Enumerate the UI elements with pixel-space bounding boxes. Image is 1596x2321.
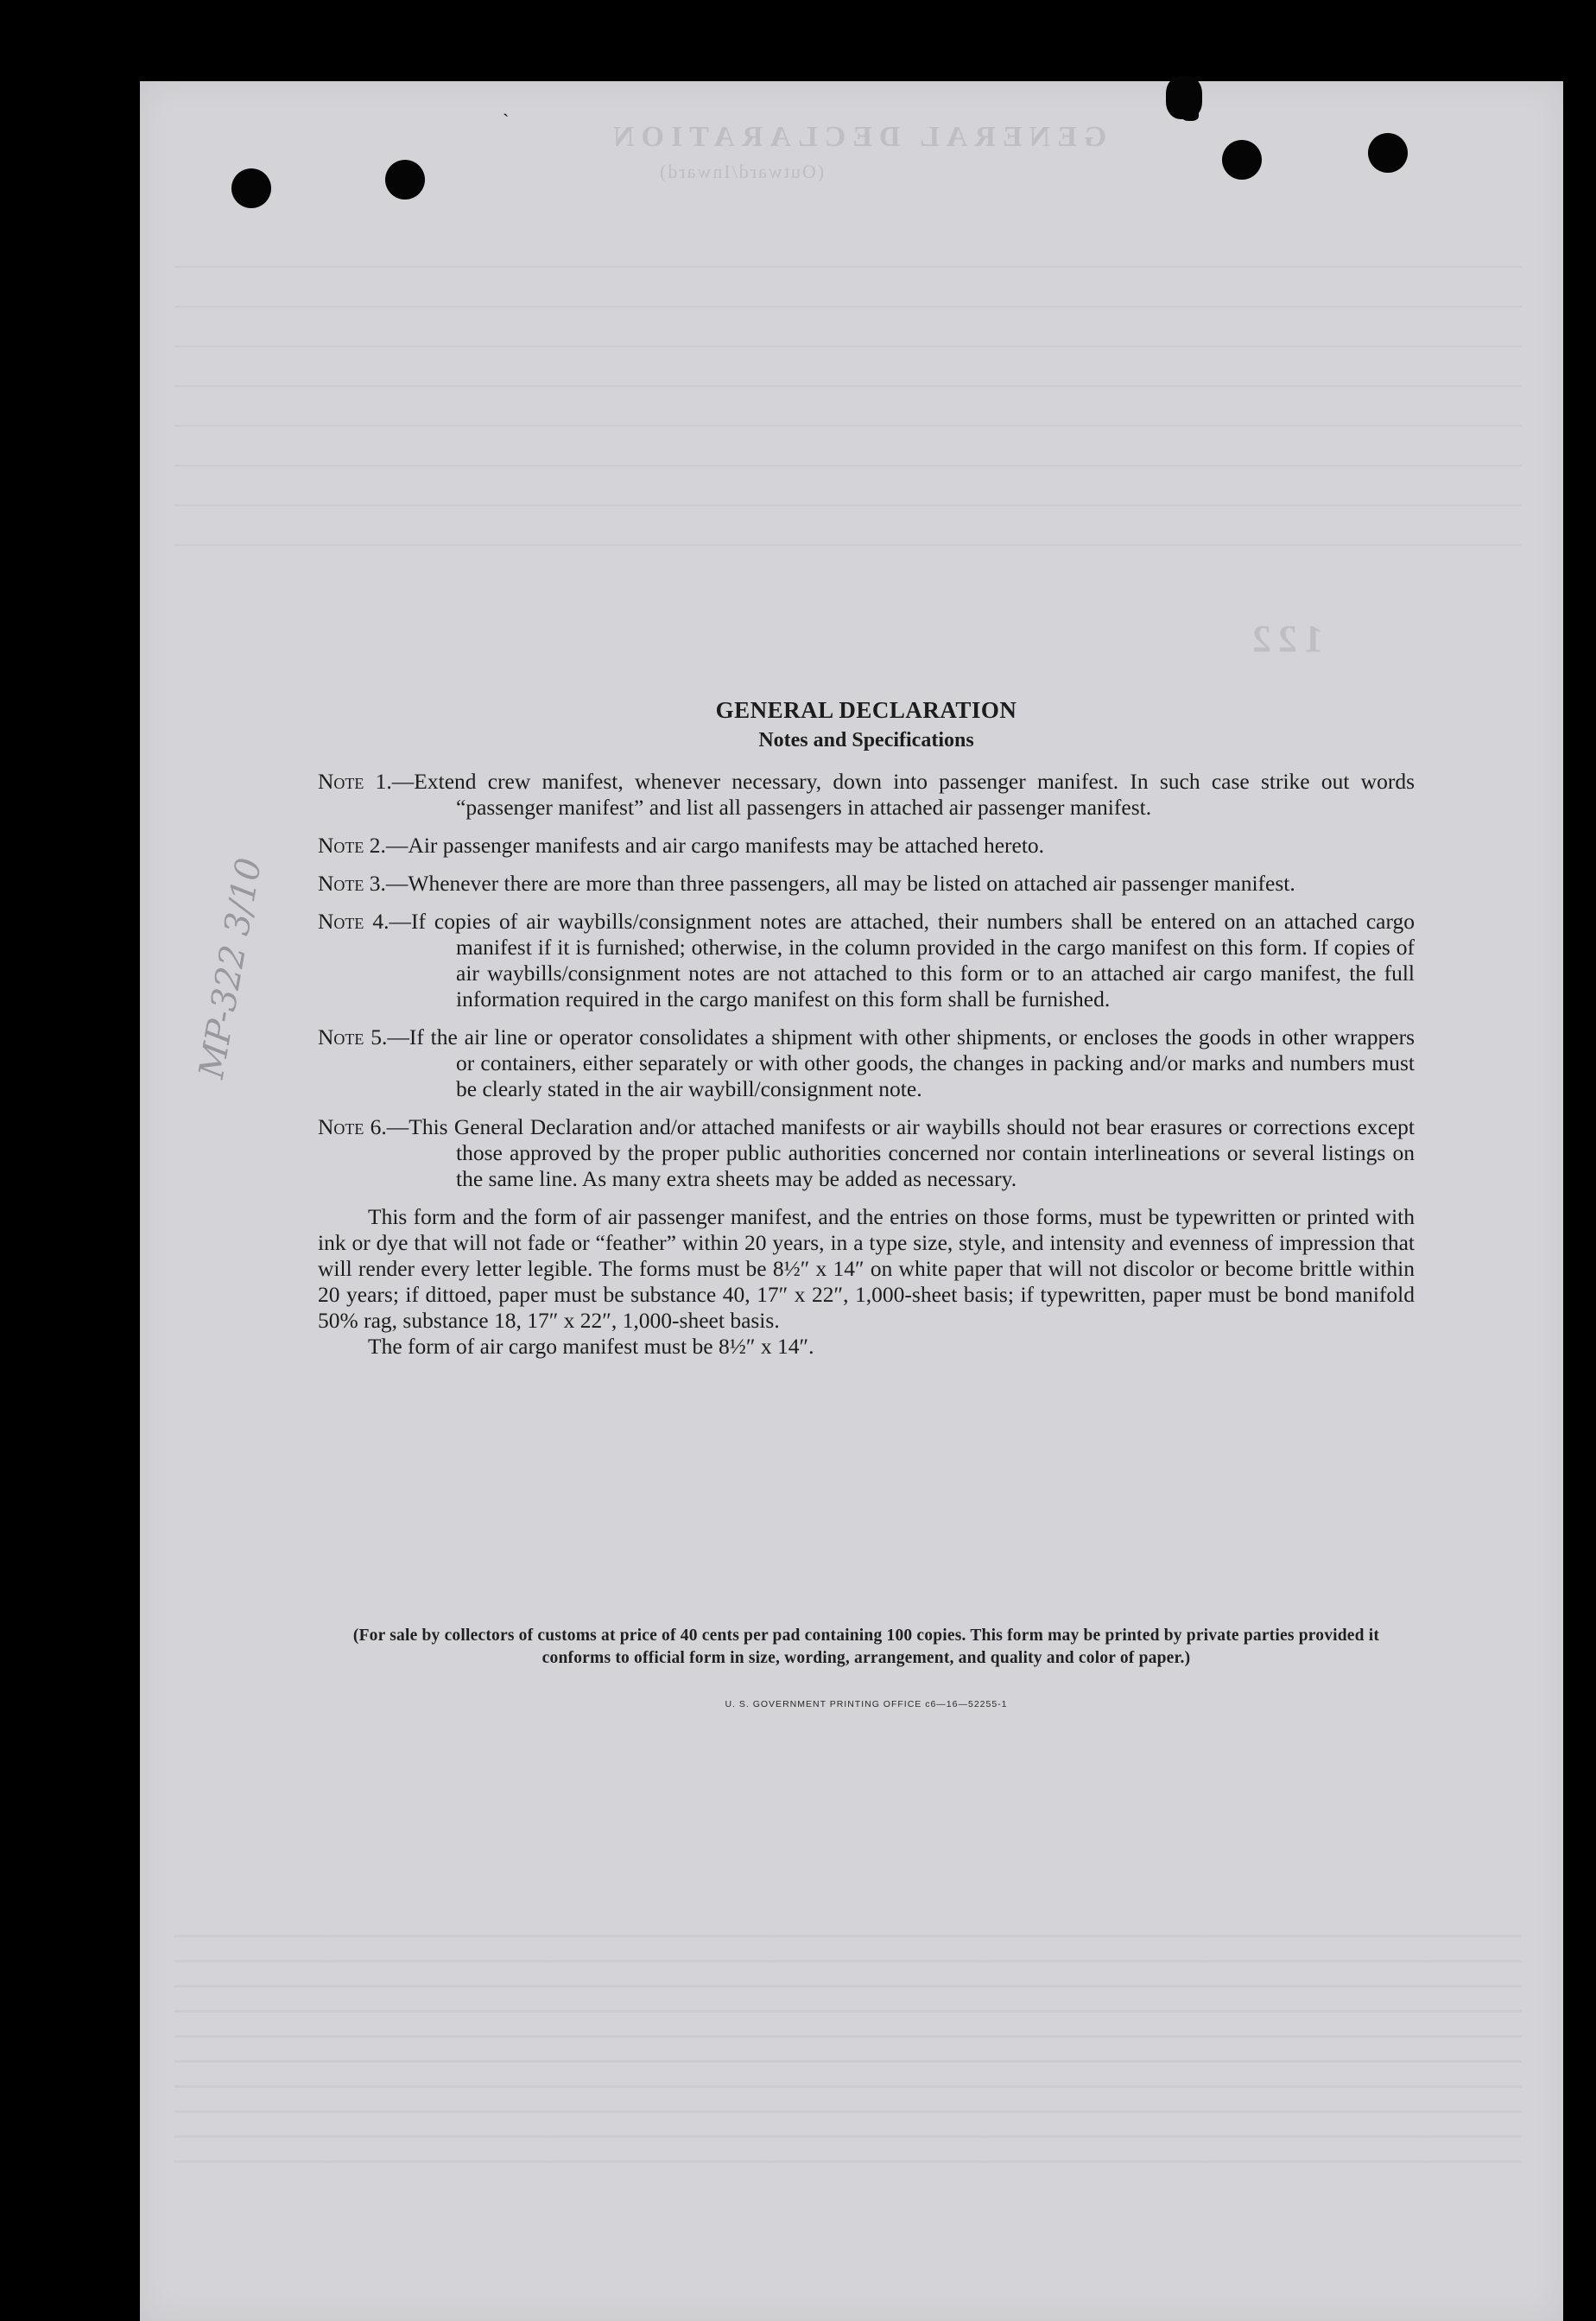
note-text: —Extend crew manifest, whenever necessary, down into passenger manifest. In such case strike out words “passenger manifest” and list all passengers in attached air passenger manifest. <box>391 769 1416 820</box>
sale-notice: (For sale by collectors of customs at price of 40 cents per pad containing 100 copies. This form may be printed by private parties provided it conforms to official form in size, wording, arrangement, and quality and color of paper.) <box>352 1627 1380 1667</box>
note-5 <box>318 1024 1415 1102</box>
notes-section <box>318 696 1415 1360</box>
note-3 <box>318 871 1415 897</box>
punch-hole <box>385 160 425 200</box>
note-label: Note 3. <box>318 871 386 896</box>
note-label: Note 5. <box>318 1024 388 1050</box>
bleed-through-lines <box>174 228 1522 556</box>
cargo-manifest-size-paragraph: The form of air cargo manifest must be 8½″ x 14″. <box>368 1334 814 1359</box>
note-1 <box>318 769 1415 821</box>
note-text: —Air passenger manifests and air cargo manifests may be attached hereto. <box>385 833 1045 858</box>
note-text: —This General Declaration and/or attached manifests or air waybills should not bear erasures or corrections except those approved by the proper public authorities concerned nor contain interlineations or several listings on the same line. As many extra sheets may be added as necessary. <box>386 1114 1416 1191</box>
note-label: Note 6. <box>318 1114 387 1139</box>
document-title: GENERAL DECLARATION <box>715 697 1017 723</box>
document-subtitle: Notes and Specifications <box>758 729 974 751</box>
ink-mark: ˎ <box>503 95 510 117</box>
note-label: Note 4. <box>318 909 390 934</box>
punch-hole <box>231 168 271 208</box>
specification-paragraph: This form and the form of air passenger manifest, and the entries on those forms, must be typewritten or printed with ink or dye that will not fade or “feather” within 20 years, in a type size, style, and intensity and evenness of impression that will render every letter legible. The forms must be 8½″ x 14″ on white paper that will not discolor or become brittle within 20 years; if dittoed, paper must be substance 40, 17″ x 22″, 1,000-sheet basis; if typewritten, paper must be bond manifold 50% rag, substance 18, 17″ x 22″, 1,000-sheet basis. <box>318 1204 1415 1333</box>
note-text: —If copies of air waybills/consignment notes are attached, their numbers shall be entered on an attached cargo manifest if it is furnished; otherwise, in the column provided in the cargo manifest on this form. If copies of air waybills/consignment notes are not attached to this form or to an attached air cargo manifest, the full information required in the cargo manifest on this form shall be furnished. <box>389 909 1415 1011</box>
bleed-through-heading: GENERAL DECLARATION <box>606 121 1107 153</box>
note-text: —If the air line or operator consolidates a shipment with other shipments, or encloses the goods in other wrappers or containers, either separately or with other goods, the changes in packing and/or marks and numbers must be clearly stated in the air waybill/consignment note. <box>387 1024 1416 1101</box>
bleed-through-lines-bottom <box>174 1912 1522 2172</box>
bleed-through-number: 122 <box>1245 618 1323 660</box>
punch-hole <box>1368 133 1408 173</box>
punch-hole <box>1222 140 1262 180</box>
note-4 <box>318 909 1415 1012</box>
note-6 <box>318 1114 1415 1192</box>
bleed-through-line: (Outward/Inward) <box>658 161 825 182</box>
note-2 <box>318 833 1415 859</box>
ink-blot <box>1181 109 1199 121</box>
note-label: Note 2. <box>318 833 386 858</box>
note-text: —Whenever there are more than three passengers, all may be listed on attached air passenger manifest. <box>385 871 1295 896</box>
note-label: Note 1. <box>318 769 392 794</box>
printing-office-line: U. S. GOVERNMENT PRINTING OFFICE c6—16—52255-1 <box>725 1699 1008 1709</box>
handwritten-margin-note: MP-322 3/10 <box>192 854 270 1081</box>
